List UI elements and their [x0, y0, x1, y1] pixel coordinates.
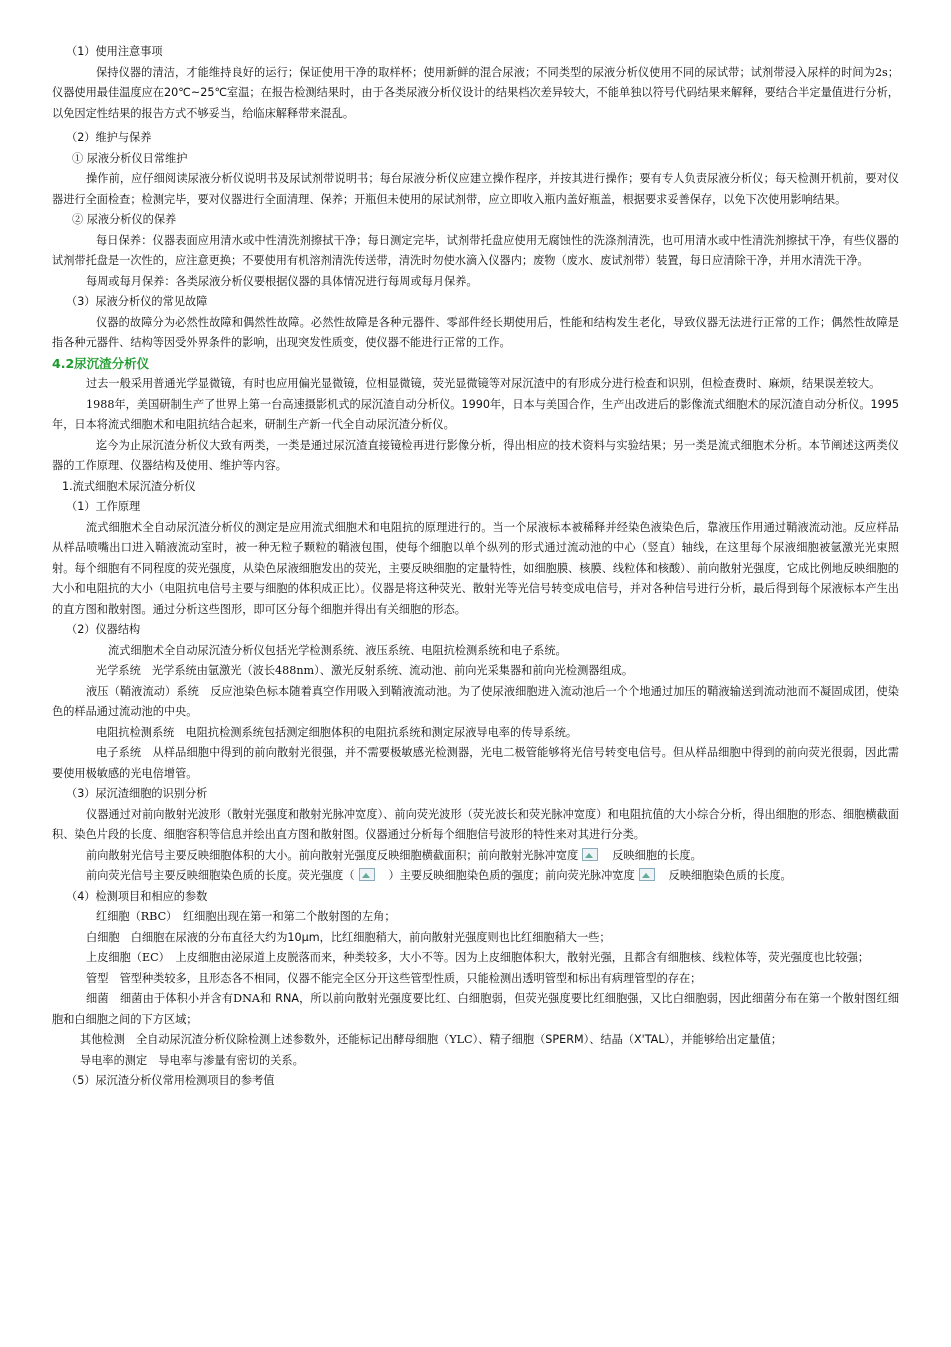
other-tests-paragraph — [52, 1030, 899, 1051]
bacteria-text: 和 RNA，所以前向散射光强度要比红、白细胞弱，但荧光强度要比红细胞强，又比白细胞弱，因此细菌分布在第一个散射图红细胞和白细胞之间的下方区域； — [52, 992, 900, 1026]
principle-text-a: 流式细胞术全自动尿沉渣分析仪的测定是应用流式细胞术和电阻抗的原理进行的。当一个尿液标本被稀释并经染色液染色后，靠液压作用通过鞘液流动池。反应样品从样品喷嘴出口进入鞘液流动室时，被一种无粒子颗粒的鞘液包围，使每个细胞以单个纵列的形式通过流动池的中心（竖直）轴线，在这里每个尿液细胞被氩激光光束照射。每个细胞有不同程度的荧光强度， — [52, 520, 899, 575]
forward-fluorescence-paragraph — [52, 866, 899, 887]
principle-paragraph — [52, 518, 899, 621]
rbc-paragraph — [52, 907, 899, 928]
conductivity-paragraph: 导电率的测定 导电率与渗量有密切的关系。 — [80, 1053, 304, 1067]
epithelial-label: 上皮细胞（EC） — [86, 951, 165, 964]
wbc-paragraph — [52, 928, 899, 949]
overview-paragraph: 迄今为止尿沉渣分析仪大致有两类，一类是通过尿沉渣直接镜检再进行影像分析，得出相应的技术资料与实验结果；另一类是流式细胞术分析。本节阐述这两类仪器的工作原理、仪器结构及使用、维护等内容。 — [52, 438, 899, 472]
impedance-system-paragraph: 电阻抗检测系统 电阻抗检测系统包括测定细胞体积的电阻抗系统和测定尿液导电率的传导系统。 — [96, 725, 578, 739]
hydraulic-system-paragraph: 液压（鞘液流动）系统 反应池染色标本随着真空作用吸入到鞘液流动池。为了使尿液细胞进入流动池后一个个地通过加压的鞘液输送到流动池而不凝固成团，使染色的样品通过流动池的中央。 — [52, 684, 899, 718]
development-paragraph — [52, 395, 899, 436]
broken-image-icon — [359, 868, 375, 881]
optical-system-paragraph — [52, 661, 899, 682]
wbc-label: 白细胞 白细胞在尿液的分布直径大约为 — [86, 930, 288, 944]
forward-scatter-text-b: 反映细胞的长度。 — [612, 848, 702, 862]
broken-image-icon — [639, 868, 655, 881]
flow-cytometry-heading: 1.流式细胞术尿沉渣分析仪 — [62, 479, 196, 493]
structure-heading: （2）仪器结构 — [66, 623, 141, 636]
broken-image-icon — [582, 848, 598, 861]
daily-care-paragraph: 每日保养：仪器表面应用清水或中性清洗剂擦拭干净；每日测定完毕，试剂带托盘应使用无腐蚀性的洗涤剂清洗，也可用清水或中性清洗剂擦拭干净，有些仪器的试剂带托盘是一次性的，应注意更换；不要使用有机溶剂清洗传送带，清洗时勿使水滴入仪器内；废物（废水、废试剂带）装置，每日应清除干净，并用水清洗干净。 — [52, 233, 899, 267]
faults-heading: （3）尿液分析仪的常见故障 — [66, 295, 208, 308]
bacteria-label: 细菌 细菌由于体积小并含有DNA — [86, 992, 261, 1005]
forward-fluorescence-text-a: 前向荧光信号主要反映细胞染色质的长度。荧光强度（ — [86, 869, 355, 882]
principle-heading: （1）工作原理 — [66, 500, 141, 513]
optical-system-text-a: 光学系统 光学系统由氩激光（波长488nm） — [96, 664, 320, 677]
history-paragraph: 过去一般采用普通光学显微镜，有时也应用偏光显微镜，位相显微镜，荧光显微镜等对尿沉渣中的有形成分进行检查和识别，但检查费时、麻烦，结果误差较大。 — [86, 377, 881, 390]
development-text: 美国研制生产了世界上第一台高速摄影机式的尿沉渣自动分析仪。1990年，日本与美国合作，生产出改进后的影像流式细胞术的尿沉渣自动分析仪。1995年，日本将流式细胞术和电阻抗结合起来，研制生产新一代全自动尿沉渣分析仪。 — [52, 397, 899, 431]
section-title: 4.2尿沉渣分析仪 — [52, 355, 150, 371]
usage-notes-paragraph — [52, 63, 899, 125]
maintenance-heading: （2）维护与保养 — [66, 131, 152, 144]
electronic-system-paragraph: 电子系统 从样品细胞中得到的前向散射光很强，并不需要极敏感光检测器，光电二极管能够将光信号转变电信号。但从样品细胞中得到的前向荧光很弱，因此需要使用极敏感的光电倍增管。 — [52, 746, 899, 780]
optical-system-text-b: 、激光反射系统、流动池、前向光采集器和前向光检测器组成。 — [319, 664, 634, 677]
usage-notes-heading: （1）使用注意事项 — [66, 45, 163, 58]
structure-paragraph: 流式细胞术全自动尿沉渣分析仪包括光学检测系统、液压系统、电阻抗检测系统和电子系统。 — [108, 643, 567, 657]
other-tests-text: 、精子细胞（SPERM）、结晶（X'TAL），并能够给出定量值； — [478, 1033, 783, 1046]
epithelial-text: 上皮细胞由泌尿道上皮脱落而来，种类较多，大小不等。因为上皮细胞体积大，散射光强，且都含有细胞核、线粒体等，荧光强度也比较强； — [175, 951, 870, 964]
development-year: 1988年， — [86, 397, 137, 411]
usage-notes-text-b: 仪器使用最佳温度应在20℃~25℃室温；在报告检测结果时，由于各类尿液分析仪设计的结果档次差异较大，不能单独以符号代码结果来解释，要结合半定量值进行分析，以免因定性结果的报告方式不够妥当，给临床解释带来混乱。 — [52, 86, 899, 120]
wbc-text: 10μm，比红细胞稍大，前向散射光强度则也比红细胞稍大一些； — [287, 930, 611, 944]
parameters-heading: （4）检测项目和相应的参数 — [66, 889, 208, 903]
care-subheading: ② 尿液分析仪的保养 — [72, 213, 177, 226]
faults-paragraph: 仪器的故障分为必然性故障和偶然性故障。必然性故障是各种元器件、零部件经长期使用后，性能和结构发生老化，导致仪器无法进行正常的工作；偶然性故障是指各种元器件、结构等因受外界条件的影响，出现突发性质变，使仪器不能进行正常的工作。 — [52, 315, 899, 349]
forward-fluorescence-text-c: 反映细胞染色质的长度。 — [668, 869, 792, 882]
identification-paragraph: 仪器通过对前向散射光波形（散射光强度和散射光脉冲宽度）、前向荧光波形（荧光波长和荧光脉冲宽度）和电阻抗值的大小综合分析，得出细胞的形态、细胞横截面积、染色片段的长度、细胞容积等信息并绘出直方图和散射图。仪器通过分析每个细胞信号波形的特性来对其进行分类。 — [52, 807, 899, 841]
epithelial-paragraph — [52, 948, 899, 969]
weekly-care-paragraph: 每周或每月保养：各类尿液分析仪要根据仪器的具体情况进行每周或每月保养。 — [86, 274, 478, 288]
rbc-label: 红细胞（RBC） — [96, 910, 172, 923]
other-tests-label: 其他检测 全自动尿沉渣分析仪除检测上述参数外，还能标记出酵母细胞（YLC） — [80, 1033, 479, 1046]
daily-maintenance-subheading: ① 尿液分析仪日常维护 — [72, 151, 188, 165]
identification-heading: （3）尿沉渣细胞的识别分析 — [66, 787, 208, 800]
principle-text-b: 从染色尿液细胞发出的荧光，主要反映细胞的定量特性，如细胞膜、核膜、线粒体和核酸）、前向散射光强度，它成比例地反映细胞的大小和电阻抗的大小（电阻抗电信号主要与细胞的体积成正比）。仪器是将这种荧光、散射光等光信号转变成电信号，并对各种信号进行分析，最后得到每个尿液标本产生出的直方图和散射图。通过分析这些图形，即可区分每个细胞并得出有关细胞的形态。 — [52, 561, 899, 616]
forward-scatter-text-a: 前向散射光信号主要反映细胞体积的大小。前向散射光强度反映细胞横截面积；前向散射光脉冲宽度 — [86, 848, 579, 862]
forward-scatter-paragraph — [52, 846, 899, 867]
bacteria-paragraph — [52, 989, 899, 1030]
cast-paragraph: 管型 管型种类较多，且形态各不相同，仪器不能完全区分开这些管型性质，只能检测出透明管型和标出有病理管型的存在； — [86, 971, 702, 985]
daily-maintenance-paragraph: 操作前，应仔细阅读尿液分析仪说明书及尿试剂带说明书；每台尿液分析仪应建立操作程序，并按其进行操作；要有专人负责尿液分析仪；每天检测开机前，要对仪器进行全面检查；检测完毕，要对仪器进行全面清理、保养；开瓶但未使用的尿试剂带，应立即收入瓶内盖好瓶盖，根据要求妥善保存，以免下次使用影响结果。 — [52, 172, 899, 206]
forward-fluorescence-text-b: ）主要反映细胞染色质的强度；前向荧光脉冲宽度 — [388, 869, 635, 882]
reference-values-heading: （5）尿沉渣分析仪常用检测项目的参考值 — [66, 1074, 275, 1087]
rbc-text: 红细胞出现在第一和第二个散射图的左角； — [182, 910, 396, 923]
usage-notes-text-a: 保持仪器的清洁，才能维持良好的运行；保证使用干净的取样杯；使用新鲜的混合尿液；不同类型的尿液分析仪使用不同的尿试带；试剂带浸入尿样的时间为2s； — [96, 65, 899, 79]
